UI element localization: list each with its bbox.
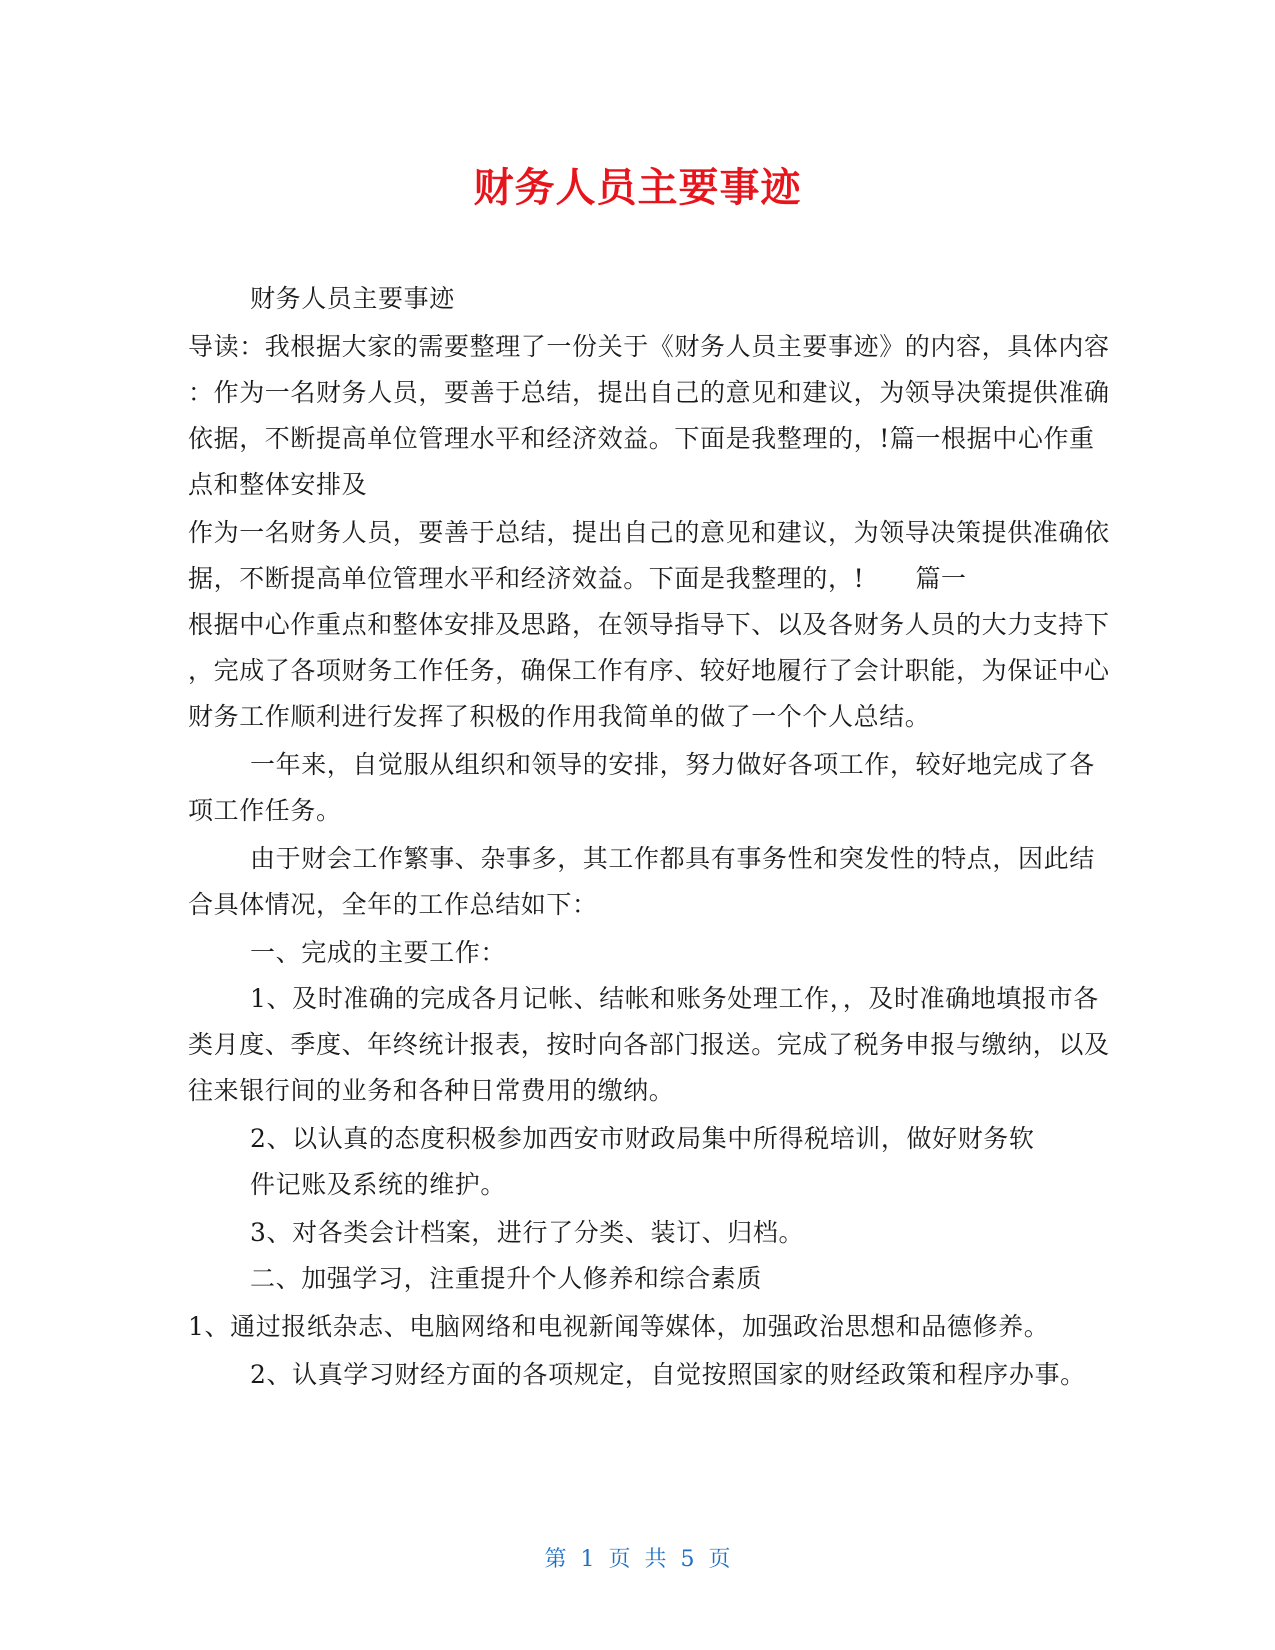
body-line: 项工作任务。 [188, 796, 342, 825]
section-heading: 一、完成的主要工作： [250, 938, 507, 967]
body-line: 往来银行间的业务和各种日常费用的缴纳。 [188, 1076, 675, 1105]
body-line: 作为一名财务人员，要善于总结，提出自己的意见和建议，为领导决策提供准确依 [188, 518, 1110, 547]
body-line: 3、对各类会计档案，进行了分类、装订、归档。 [250, 1218, 805, 1247]
body-line: 导读：我根据大家的需要整理了一份关于《财务人员主要事迹》的内容，具体内容 [188, 332, 1110, 361]
body-line: 类月度、季度、年终统计报表，按时向各部门报送。完成了税务申报与缴纳，以及 [188, 1030, 1110, 1059]
body-line: 财务工作顺利进行发挥了积极的作用我简单的做了一个个人总结。 [188, 702, 931, 731]
body-line: 点和整体安排及 [188, 470, 368, 499]
body-line: 根据中心作重点和整体安排及思路，在领导指导下、以及各财务人员的大力支持下 [188, 610, 1110, 639]
page-footer: 第 1 页 共 5 页 [544, 1547, 731, 1572]
body-line: 财务人员主要事迹 [250, 284, 455, 313]
body-line: 2、以认真的态度积极参加西安市财政局集中所得税培训，做好财务软 [250, 1124, 1035, 1153]
body-line: 合具体情况，全年的工作总结如下： [188, 890, 598, 919]
body-line: 由于财会工作繁事、杂事多，其工作都具有事务性和突发性的特点，因此结 [250, 844, 1095, 873]
section-heading: 二、加强学习，注重提升个人修养和综合素质 [250, 1264, 763, 1293]
body-line: 据，不断提高单位管理水平和经济效益。下面是我整理的，! 篇一 [188, 564, 967, 593]
body-line: 一年来，自觉服从组织和领导的安排，努力做好各项工作，较好地完成了各 [250, 750, 1095, 779]
body-line: 1、及时准确的完成各月记帐、结帐和账务处理工作，，及时准确地填报市各 [250, 984, 1099, 1013]
body-line: 2、认真学习财经方面的各项规定，自觉按照国家的财经政策和程序办事。 [250, 1360, 1086, 1389]
body-line: 件记账及系统的维护。 [250, 1170, 507, 1199]
document-title: 财务人员主要事迹 [473, 165, 802, 211]
body-line: 依据，不断提高单位管理水平和经济效益。下面是我整理的，!篇一根据中心作重 [188, 424, 1095, 453]
body-line: 1、通过报纸杂志、电脑网络和电视新闻等媒体，加强政治思想和品德修养。 [188, 1312, 1050, 1341]
body-line: ：作为一名财务人员，要善于总结，提出自己的意见和建议，为领导决策提供准确 [188, 378, 1110, 407]
body-line: ，完成了各项财务工作任务，确保工作有序、较好地履行了会计职能，为保证中心 [188, 656, 1110, 685]
